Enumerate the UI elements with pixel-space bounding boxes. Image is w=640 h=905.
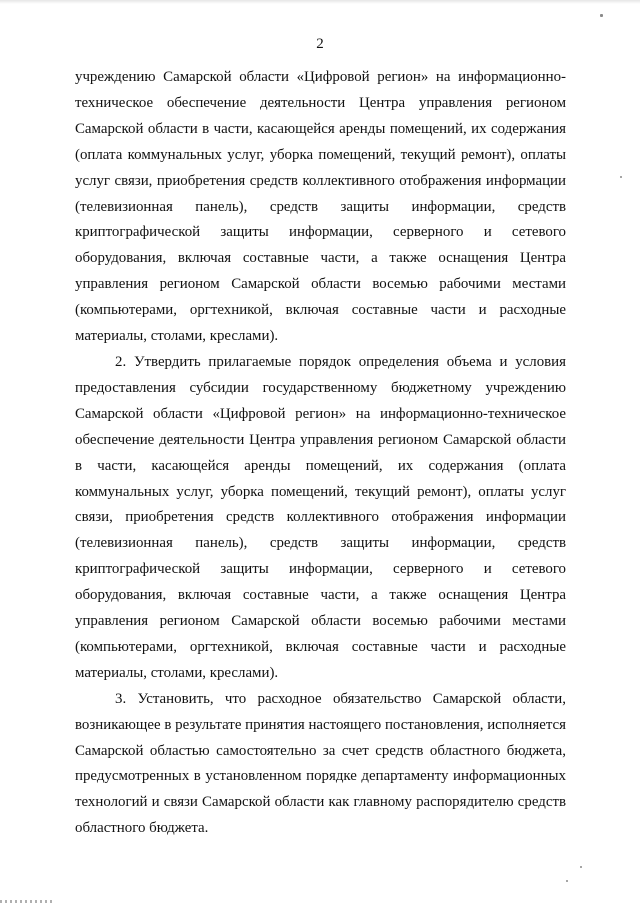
scan-speck [566,880,568,882]
paragraph-item-3: 3. Установить, что расходное обязательство Самарской области, возникающее в результате принятия настоящего постановления, исполняется Самарской областью самостоятельно за счет средств областного бюджета, предусмотренных в установленном порядке департаменту информационных технологий и связи Самарской области как главному распорядителю средств областного бюджета. [75,690,566,837]
scan-speck [620,176,622,178]
paragraph-item-2: 2. Утвердить прилагаемые порядок определения объема и условия предоставления субсидии государственному бюджетному учреждению Самарской области «Цифровой регион» на информационно-техническое обеспечение деятельности Центра управления регионом Самарской области в части, касающейся аренды помещений, их содержания (оплата коммунальных услуг, уборка помещений, текущий ремонт), оплаты услуг связи, приобретения средств коллективного отображения информации (телевизионная панель), средств защиты информации, средств криптографической защиты информации, серверного и сетевого оборудования, включая составные части, а также оснащения Центра управления регионом Самарской области восемью рабочими местами (компьютерами, оргтехникой, включая составные части и расходные материалы, столами, креслами). [75,353,566,681]
scan-speck [580,866,582,868]
scan-bottom-mark [0,900,55,903]
paragraph-continuation: учреждению Самарской области «Цифровой регион» на информационно-техническое обеспечение деятельности Центра управления регионом Самарской области в части, касающейся аренды помещений, их содержания (оплата коммунальных услуг, уборка помещений, текущий ремонт), оплаты услуг связи, приобретения средств коллективного отображения информации (телевизионная панель), средств защиты информации, средств криптографической защиты информации, серверного и сетевого оборудования, включая составные части, а также оснащения Центра управления регионом Самарской области восемью рабочими местами (компьютерами, оргтехникой, включая составные части и расходные материалы, столами, креслами). [75,69,566,345]
scan-speck [600,14,603,17]
document-body [75,65,566,842]
page-number: 2 [316,36,324,52]
scan-top-edge [0,0,640,4]
